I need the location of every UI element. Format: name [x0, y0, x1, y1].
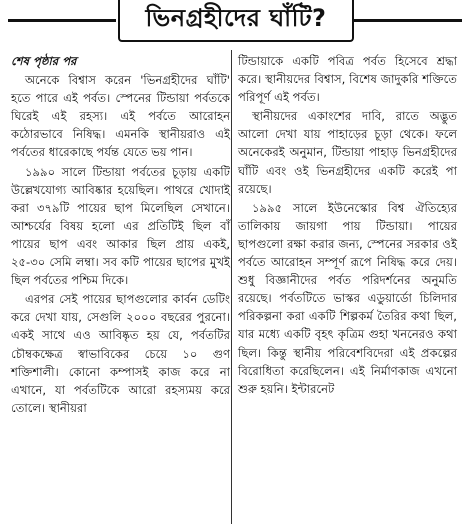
paragraph: অনেকে বিশ্বাস করেন 'ভিনগ্রহীদের ঘাঁটি' হতে পারে এই পর্বত। স্পেনের টিন্ডায়া পর্বতকে ঘিরেই এই রহস্য। এই পর্বতে আরোহন কঠোরভাবে নিষিদ্ধ। এমনকি স্থানীয়রাও এই পর্বতের ধারেকাছে পর্যন্ত যেতে ভয় পান। [11, 73, 230, 160]
headline-text: ভিনগ্রহীদের ঘাঁটি? [145, 4, 327, 32]
continued-from-label: শেষ পৃষ্ঠার পর [11, 54, 77, 68]
headline [118, 0, 354, 42]
headline-rule-right [352, 19, 462, 22]
headline-rule-left [8, 19, 116, 22]
article-column-right [238, 52, 457, 398]
article-column-left [11, 52, 230, 417]
paragraph: ১৯৯৫ সালে ইউনেস্কোর বিশ্ব ঐতিহ্যের তালিকায় জায়গা পায় টিন্ডায়া। পায়ের ছাপগুলো রক্ষা করার জন্য, স্পেনের সরকার ওই পর্বতে আরোহন সম্পূর্ণ রূপে নিষিদ্ধ করে দেয়। শুধু বিজ্ঞানীদের পর্বত পরিদর্শনের অনুমতি রয়েছে। পর্বতটিতে ভাস্কর এডুয়ার্ডো চিলিদার পরিকল্পনা করা একটি শিল্পকর্ম তৈরির কথা ছিল, যার মধ্যে একটি বৃহৎ কৃত্রিম গুহা খননেরও কথা ছিল। কিন্তু স্থানীয় পরিবেশবিদেরা এই প্রকল্পের বিরোধিতা করেছিলেন। এই নির্মাণকাজ এখনো শুরু হয়নি। ইন্টারনেট [238, 200, 457, 396]
paragraph: ১৯৯০ সালে টিন্ডায়া পর্বতের চূড়ায় একটি উল্লেখযোগ্য আবিষ্কার হয়েছিল। পাথরে খোদাই করা ৩৭৯টি পায়ের ছাপ মিলেছিল সেখানে। আশ্চর্যের বিষয় হলো এর প্রতিটিই ছিল বাঁ পায়ের ছাপ এবং আকার ছিল প্রায় একই, ২৫-৩০ সেমি লম্বা। সব কটি পায়ের ছাপের মুখই ছিল পর্বতের পশ্চিম দিকে। [11, 164, 230, 288]
paragraph: এরপর সেই পায়ের ছাপগুলোর কার্বন ডেটিং করে দেখা যায়, সেগুলি ২০০০ বছরের পুরনো। একই সাথে এও আবিষ্কৃত হয় যে, পর্বতটির চৌম্বকক্ষেত্র স্বাভাবিকের চেয়ে ১০ গুণ শক্তিশালী। কোনো কম্পাসই কাজ করে না এখানে, যা পর্বতটিকে আরো রহস্যময় করে তোলে। স্থানীয়রা [11, 292, 230, 415]
paragraph: স্থানীয়দের একাংশের দাবি, রাতে অদ্ভুত আলো দেখা যায় পাহাড়ের চূড়া থেকে। ফলে অনেকেরই অনুমান, টিন্ডায়া পাহাড় ভিনগ্রহীদের ঘাঁটি এবং ওই ভিনগ্রহীদের একটি করেই পা রয়েছে। [238, 109, 457, 196]
paragraph: টিন্ডায়াকে একটি পবিত্র পর্বত হিসেবে শ্রদ্ধা করে। স্থানীয়দের বিশ্বাস, বিশেষ জাদুকরি শক্তিতে পরিপূর্ণ এই পর্বত। [238, 54, 457, 105]
column-divider [231, 50, 232, 524]
